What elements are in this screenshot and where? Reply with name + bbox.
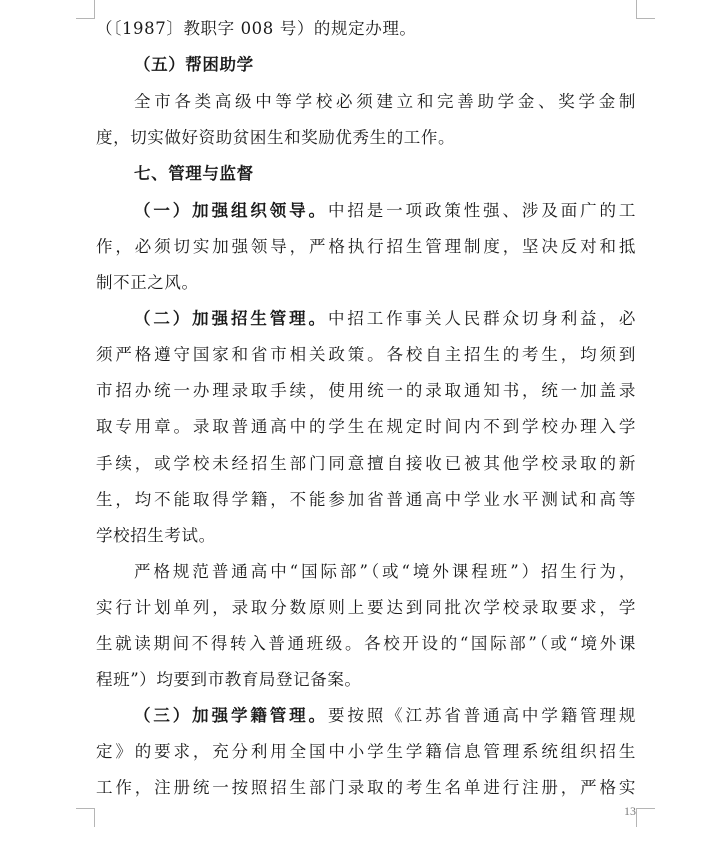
crop-mark-bottom-right bbox=[636, 808, 655, 827]
crop-mark-top-right bbox=[636, 0, 655, 19]
text-line: 工作，注册统一按照招生部门录取的考生名单进行注册，严格实 bbox=[96, 778, 636, 797]
inline-heading: （二）加强招生管理。 bbox=[134, 309, 328, 328]
text-line: 定》的要求，充分利用全国中小学生学籍信息管理系统组织招生 bbox=[96, 742, 636, 761]
text-line: 实行计划单列，录取分数原则上要达到同批次学校录取要求，学 bbox=[96, 598, 636, 617]
text-line: 程班”）均要到市教育局登记备案。 bbox=[96, 670, 362, 689]
inline-text: 中招工作事关人民群众切身利益，必 bbox=[327, 309, 637, 328]
text-line: 生，均不能取得学籍，不能参加省普通高中学业水平测试和高等 bbox=[96, 490, 636, 509]
text-line: 市招办统一办理录取手续，使用统一的录取通知书，统一加盖录 bbox=[96, 381, 636, 400]
text-line: 生就读期间不得转入普通班级。各校开设的“国际部”（或“境外课 bbox=[96, 634, 636, 653]
text-line: 全市各类高级中等学校必须建立和完善助学金、奖学金制 bbox=[134, 92, 636, 111]
chapter-heading: 七、管理与监督 bbox=[134, 164, 254, 183]
inline-heading: （一）加强组织领导。 bbox=[134, 201, 328, 220]
crop-mark-bottom-left bbox=[76, 808, 95, 827]
paragraph-line bbox=[134, 698, 636, 734]
inline-text: 中招是一项政策性强、涉及面广的工 bbox=[327, 201, 637, 220]
text-line: 须严格遵守国家和省市相关政策。各校自主招生的考生，均须到 bbox=[96, 345, 636, 364]
inline-heading: （三）加强学籍管理。 bbox=[134, 706, 328, 725]
text-line: 严格规范普通高中“国际部”（或“境外课程班”）招生行为， bbox=[134, 562, 636, 581]
text-line: 取专用章。录取普通高中的学生在规定时间内不到学校办理入学 bbox=[96, 417, 636, 436]
text-line: 作，必须切实加强领导，严格执行招生管理制度，坚决反对和抵 bbox=[96, 237, 636, 256]
text-line: （〔1987〕教职字 008 号）的规定办理。 bbox=[96, 19, 417, 38]
inline-text: 要按照《江苏省普通高中学籍管理规 bbox=[327, 706, 637, 725]
section-heading: （五）帮困助学 bbox=[134, 55, 254, 74]
page-number: 13 bbox=[624, 804, 636, 818]
text-line: 手续，或学校未经招生部门同意擅自接收已被其他学校录取的新 bbox=[96, 454, 636, 473]
text-line: 制不正之风。 bbox=[96, 273, 199, 292]
text-line: 度，切实做好资助贫困生和奖励优秀生的工作。 bbox=[96, 128, 456, 147]
text-line: 学校招生考试。 bbox=[96, 526, 216, 545]
paragraph-line bbox=[134, 301, 636, 337]
crop-mark-top-left bbox=[76, 0, 95, 19]
paragraph-line bbox=[134, 193, 636, 229]
